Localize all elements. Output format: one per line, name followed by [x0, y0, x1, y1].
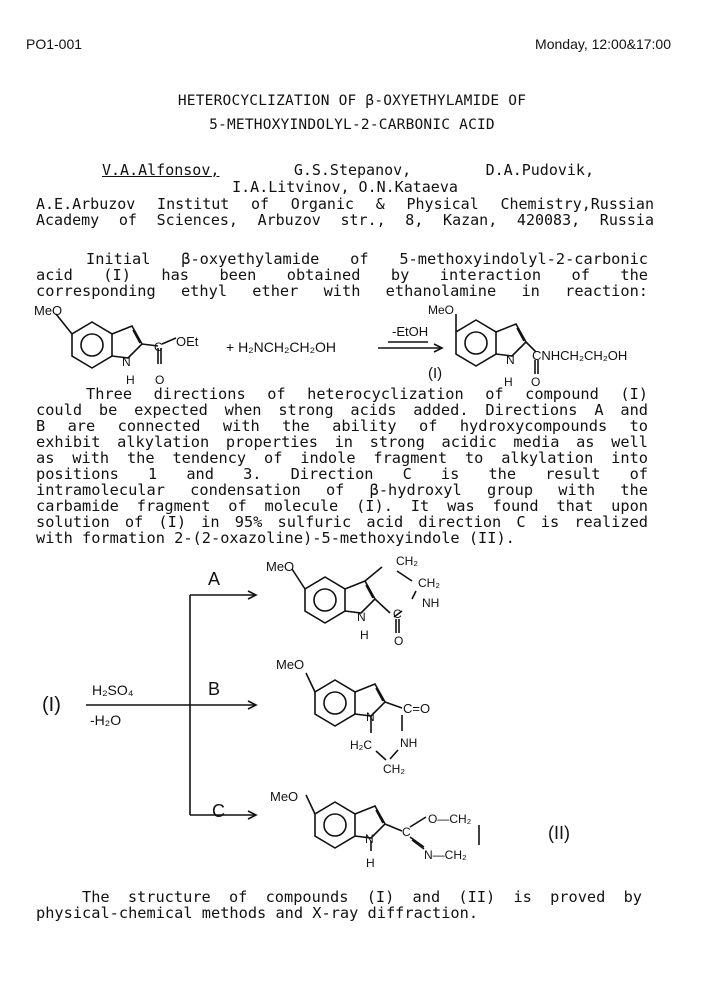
b-nh: NH — [400, 736, 418, 750]
paragraph-1 — [36, 251, 648, 299]
c-label-left: C — [154, 340, 163, 354]
h-label-right: H — [504, 375, 513, 389]
reaction-condition: -EtOH — [392, 324, 429, 339]
water-loss: -H₂O — [90, 712, 122, 728]
author-1: V.A.Alfonsov, — [102, 161, 220, 179]
a-n: N — [357, 610, 366, 624]
para3-line: The structure of compounds (I) and (II) is proved by — [82, 888, 642, 906]
compound-i-start: (I) — [42, 694, 61, 716]
paragraph-3 — [36, 889, 642, 921]
heterocyclization-scheme — [30, 555, 680, 880]
a-h: H — [360, 628, 369, 642]
compound-ii-label: (II) — [548, 823, 570, 843]
para1-line: acid (I) has been obtained by interaction of the — [36, 266, 648, 284]
c-c: C — [402, 825, 411, 839]
c-meo: MeO — [270, 789, 299, 804]
para2-line: exhibit alkylation properties in strong acidic media as well — [36, 433, 648, 451]
title-line-1: HETEROCYCLIZATION OF β-OXYETHYLAMIDE OF — [177, 93, 527, 109]
para3-line: physical-chemical methods and X-ray diffraction. — [36, 904, 479, 922]
para2-line: Three directions of heterocyclization of compound (I) — [86, 385, 648, 403]
affiliation-line-1: A.E.Arbuzov Institut of Organic & Physical Chemistry,Russian — [36, 195, 654, 213]
affiliation — [36, 196, 654, 228]
a-nh: NH — [422, 596, 440, 610]
branch-b-label: B — [208, 679, 221, 699]
n-label-left: N — [122, 355, 131, 369]
author-3: D.A.Pudovik, — [485, 161, 594, 179]
para2-line: carbamide fragment of molecule (I). It was found that upon — [36, 497, 648, 515]
meo-label-right: MeO — [428, 303, 455, 317]
c-o-ch2: O—CH₂ — [428, 812, 472, 826]
c-n: N — [365, 832, 374, 846]
para1-line: corresponding ethyl ether with ethanolamine in reaction: — [36, 282, 648, 300]
para2-line: could be expected when strong acids added. Directions A and — [36, 401, 648, 419]
b-ch2: CH₂ — [383, 762, 405, 776]
meo-label-left: MeO — [34, 303, 63, 318]
b-n: N — [366, 710, 375, 724]
a-ch2-top: CH₂ — [396, 555, 418, 568]
authors-line-2: I.A.Litvinov, O.N.Kataeva — [232, 178, 458, 196]
oxyethylamide-structure — [456, 314, 538, 374]
title-line-2: 5-METHOXYINDOLYL-2-CARBONIC ACID — [209, 117, 495, 133]
n-label-right: N — [506, 353, 515, 367]
ethanolamine-reagent: + H₂NCH₂CH₂OH — [226, 339, 337, 355]
o-label-right: O — [531, 375, 541, 389]
branch-c-label: C — [212, 801, 225, 821]
b-carbonyl: C=O — [403, 701, 431, 716]
c-n-ch2: N—CH₂ — [424, 848, 467, 862]
author-2: G.S.Stepanov, — [293, 161, 412, 179]
b-h2c: H₂C — [350, 738, 372, 752]
h-label-left: H — [126, 373, 135, 387]
session-schedule: Monday, 12:00&17:00 — [535, 36, 671, 52]
product-a-structure — [292, 567, 416, 633]
acid-reagent: H₂SO₄ — [92, 682, 134, 698]
poster-code: PO1-001 — [26, 36, 83, 52]
affiliation-line-2: Academy of Sciences, Arbuzov str., 8, Kazan, 420083, Russia — [36, 211, 654, 229]
authors — [36, 162, 654, 196]
a-ch2-right: CH₂ — [418, 576, 440, 590]
paragraph-2 — [36, 386, 648, 546]
compound-i-label: (I) — [428, 365, 443, 382]
reaction-1-scheme — [30, 300, 680, 390]
o-label-left: O — [155, 373, 165, 387]
para2-line: solution of (I) in 95% sulfuric acid direction C is realized — [36, 513, 648, 531]
a-c: C — [393, 607, 402, 621]
amide-chain: CNHCH₂CH₂OH — [532, 348, 628, 363]
a-o: O — [394, 634, 404, 648]
para2-line: with formation 2-(2-oxazoline)-5-methoxyindole (II). — [36, 529, 515, 547]
para2-line: positions 1 and 3. Direction C is the result of — [36, 465, 648, 483]
c-h: H — [366, 856, 375, 870]
para2-line: B are connected with the ability of hydroxycompounds to — [36, 417, 648, 435]
branch-a-label: A — [208, 569, 221, 589]
b-meo: MeO — [276, 657, 305, 672]
a-meo: MeO — [266, 559, 295, 574]
oet-label: OEt — [176, 334, 199, 349]
para2-line: intramolecular condensation of β-hydroxyl group with the — [36, 481, 648, 499]
para1-line: Initial β-oxyethylamide of 5-methoxyindolyl-2-carbonic — [86, 250, 648, 268]
para2-line: as with the tendency of indole fragment to alkylation into — [36, 449, 648, 467]
